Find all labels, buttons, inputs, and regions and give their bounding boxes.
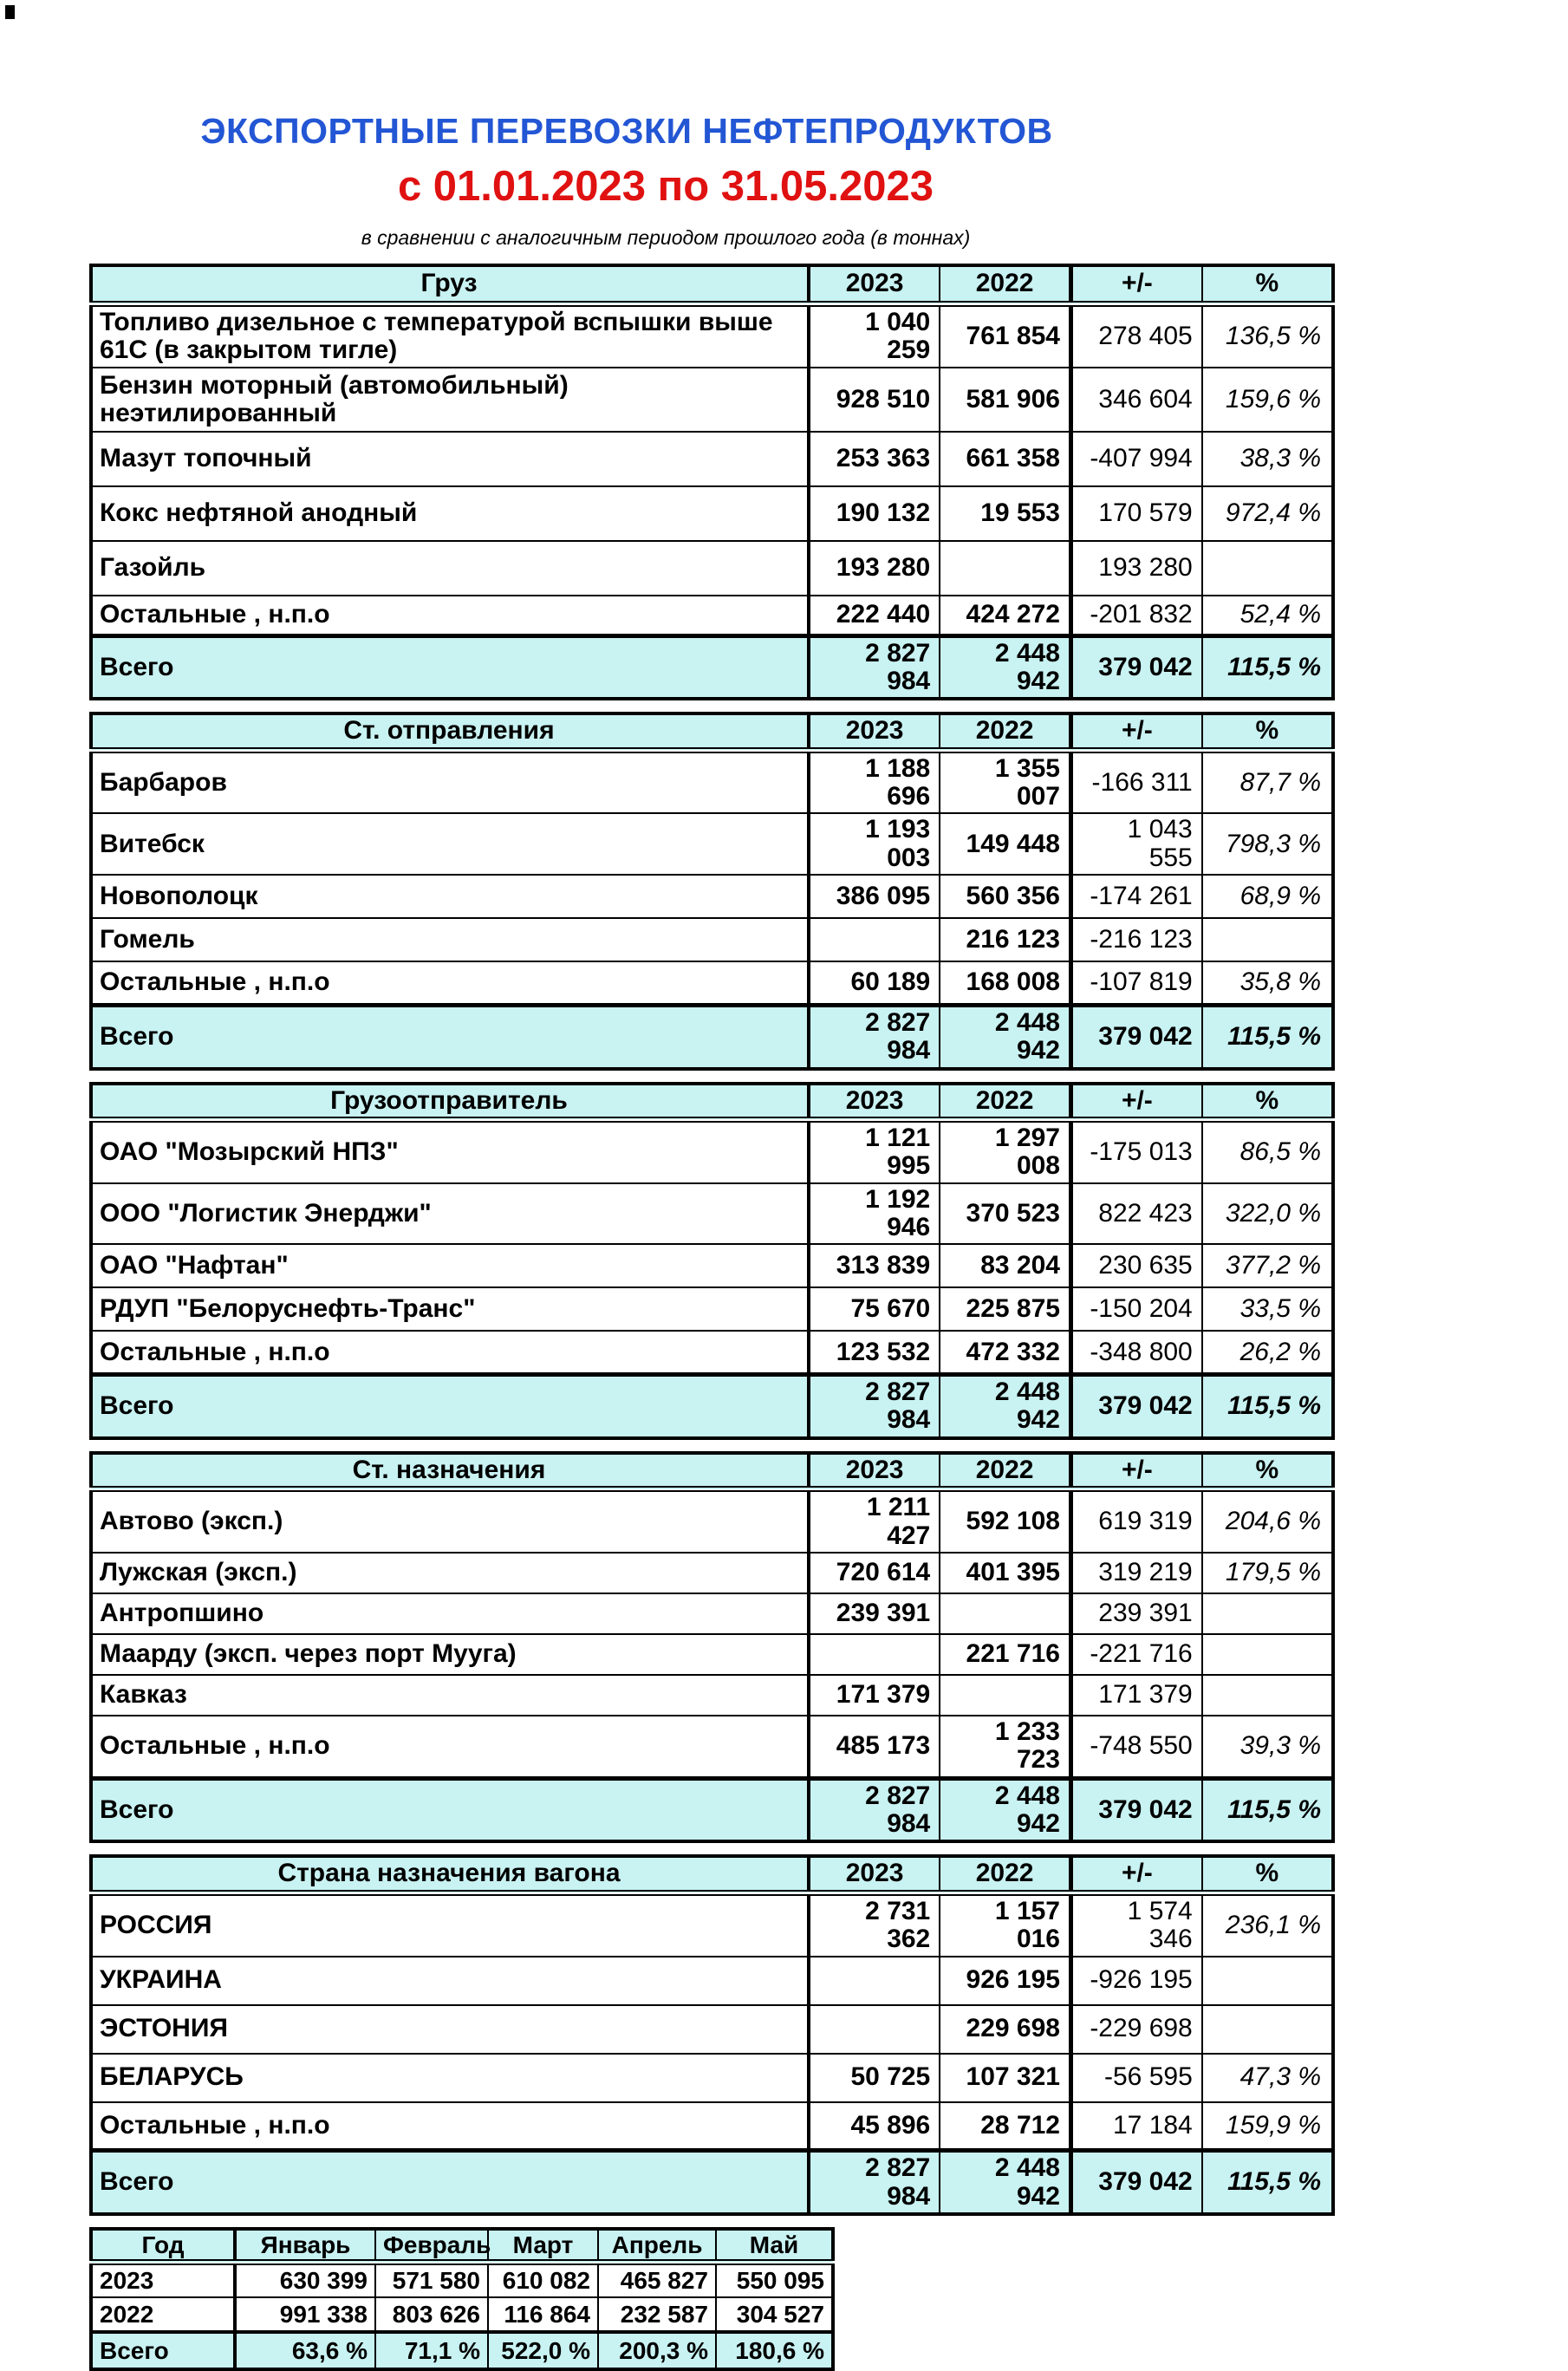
total-value-cell: 2 827 984: [809, 1005, 940, 1068]
row-label-cell: Лужская (эксп.): [91, 1553, 809, 1593]
value-cell: 149 448: [940, 813, 1070, 875]
row-label-cell: Остальные , н.п.о: [91, 1331, 809, 1374]
value-cell: -56 595: [1071, 2054, 1202, 2102]
total-label-cell: Всего: [91, 1005, 809, 1068]
value-cell: 630 399: [235, 2263, 375, 2297]
value-cell: 230 635: [1071, 1244, 1202, 1287]
value-cell: -348 800: [1071, 1331, 1202, 1374]
value-cell: -216 123: [1071, 918, 1202, 961]
total-row: [91, 1005, 1333, 1068]
value-cell: 221 716: [940, 1634, 1070, 1675]
row-label-cell: Остальные , н.п.о: [91, 1716, 809, 1778]
total-value-cell: 2 448 942: [940, 2151, 1070, 2214]
total-value-cell: 2 448 942: [940, 1005, 1070, 1068]
total-value-cell: 379 042: [1071, 2151, 1202, 2214]
value-cell: 60 189: [809, 961, 940, 1005]
table-row: [91, 486, 1333, 541]
value-cell: -748 550: [1071, 1716, 1202, 1778]
value-cell: 116 864: [488, 2297, 598, 2332]
report-tables: [89, 264, 1568, 2371]
value-cell: 123 532: [809, 1331, 940, 1374]
value-cell: 35,8 %: [1202, 961, 1333, 1005]
value-cell: 803 626: [375, 2297, 488, 2332]
total-value-cell: 115,5 %: [1202, 635, 1333, 699]
value-cell: 83 204: [940, 1244, 1070, 1287]
value-cell: 239 391: [1071, 1593, 1202, 1634]
value-cell: [1202, 1634, 1333, 1675]
table-row: [91, 1634, 1333, 1675]
value-cell: 216 123: [940, 918, 1070, 961]
value-cell: 619 319: [1071, 1489, 1202, 1553]
table-row: [91, 1331, 1333, 1374]
value-cell: [940, 1675, 1070, 1716]
report-table-3: [89, 1451, 1335, 1844]
value-cell: 19 553: [940, 486, 1070, 541]
value-cell: 346 604: [1071, 368, 1202, 432]
value-cell: 239 391: [809, 1593, 940, 1634]
year-header-cell: Февраль: [375, 2229, 488, 2263]
total-value-cell: 2 448 942: [940, 635, 1070, 699]
year-header-cell: +/-: [1071, 713, 1202, 750]
total-value-cell: 2 827 984: [809, 2151, 940, 2214]
header-row: [91, 2229, 833, 2263]
table-row: [91, 2297, 833, 2332]
value-cell: [940, 1593, 1070, 1634]
value-cell: 550 095: [716, 2263, 833, 2297]
value-cell: 322,0 %: [1202, 1183, 1333, 1245]
header-row: [91, 713, 1333, 750]
value-cell: 38,3 %: [1202, 432, 1333, 486]
year-header-cell: %: [1202, 713, 1333, 750]
value-cell: 560 356: [940, 875, 1070, 918]
row-label-cell: 2022: [91, 2297, 235, 2332]
value-cell: [1202, 1957, 1333, 2005]
total-value-cell: 2 448 942: [940, 1778, 1070, 1841]
row-label-cell: Кавказ: [91, 1675, 809, 1716]
value-cell: 313 839: [809, 1244, 940, 1287]
section-header-cell: Груз: [91, 265, 809, 303]
value-cell: 928 510: [809, 368, 940, 432]
table-row: [91, 303, 1333, 368]
total-row: [91, 635, 1333, 699]
year-header-cell: %: [1202, 1084, 1333, 1120]
value-cell: 193 280: [809, 541, 940, 596]
section-header-cell: Ст. назначения: [91, 1453, 809, 1489]
period-subtitle: с 01.01.2023 по 31.05.2023: [397, 163, 934, 210]
row-label-cell: ОАО "Нафтан": [91, 1244, 809, 1287]
value-cell: 319 219: [1071, 1553, 1202, 1593]
value-cell: [809, 918, 940, 961]
value-cell: [809, 1957, 940, 2005]
row-label-cell: Остальные , н.п.о: [91, 961, 809, 1005]
value-cell: [1202, 1593, 1333, 1634]
row-label-cell: УКРАИНА: [91, 1957, 809, 2005]
table-row: [91, 1244, 1333, 1287]
row-label-cell: Топливо дизельное с температурой вспышки выше 61С (в закрытом тигле): [91, 303, 809, 368]
page-title: ЭКСПОРТНЫЕ ПЕРЕВОЗКИ НЕФТЕПРОДУКТОВ: [200, 111, 1053, 151]
value-cell: 1 188 696: [809, 750, 940, 813]
year-header-cell: 2022: [940, 1084, 1070, 1120]
total-value-cell: 200,3 %: [598, 2332, 716, 2369]
value-cell: 171 379: [809, 1675, 940, 1716]
value-cell: 86,5 %: [1202, 1119, 1333, 1182]
row-label-cell: Бензин моторный (автомобильный) неэтилированный: [91, 368, 809, 432]
value-cell: 472 332: [940, 1331, 1070, 1374]
year-header-cell: 2023: [809, 713, 940, 750]
total-value-cell: 2 827 984: [809, 635, 940, 699]
table-row: [91, 1287, 1333, 1331]
value-cell: 592 108: [940, 1489, 1070, 1553]
row-label-cell: 2023: [91, 2263, 235, 2297]
total-value-cell: 115,5 %: [1202, 2151, 1333, 2214]
row-label-cell: ЭСТОНИЯ: [91, 2005, 809, 2054]
year-header-cell: Май: [716, 2229, 833, 2263]
comparison-note: в сравнении с аналогичным периодом прошлого года (в тоннах): [361, 226, 971, 249]
value-cell: [1202, 918, 1333, 961]
scan-artifact-mark: [5, 5, 15, 19]
row-label-cell: Витебск: [91, 813, 809, 875]
year-header-cell: +/-: [1071, 265, 1202, 303]
table-row: [91, 2054, 1333, 2102]
value-cell: 168 008: [940, 961, 1070, 1005]
total-row: [91, 1778, 1333, 1841]
total-row: [91, 1374, 1333, 1437]
year-header-cell: +/-: [1071, 1084, 1202, 1120]
value-cell: 1 233 723: [940, 1716, 1070, 1778]
value-cell: 377,2 %: [1202, 1244, 1333, 1287]
row-label-cell: РДУП "Белоруснефть-Транс": [91, 1287, 809, 1331]
report-table-4: [89, 1854, 1335, 2215]
value-cell: 1 040 259: [809, 303, 940, 368]
table-row: [91, 1716, 1333, 1778]
value-cell: 485 173: [809, 1716, 940, 1778]
value-cell: 581 906: [940, 368, 1070, 432]
total-value-cell: 379 042: [1071, 635, 1202, 699]
row-label-cell: Газойль: [91, 541, 809, 596]
value-cell: -221 716: [1071, 1634, 1202, 1675]
report-table-1: [89, 712, 1335, 1070]
monthly-table: [89, 2227, 835, 2371]
value-cell: 171 379: [1071, 1675, 1202, 1716]
header-row: [91, 1453, 1333, 1489]
table-row: [91, 2102, 1333, 2151]
value-cell: 17 184: [1071, 2102, 1202, 2151]
value-cell: 159,9 %: [1202, 2102, 1333, 2151]
table-row: [91, 1489, 1333, 1553]
table-row: [91, 918, 1333, 961]
value-cell: [1202, 541, 1333, 596]
header-row: [91, 1084, 1333, 1120]
year-header-cell: 2023: [809, 1453, 940, 1489]
total-label-cell: Всего: [91, 635, 809, 699]
row-label-cell: Остальные , н.п.о: [91, 2102, 809, 2151]
total-label-cell: Всего: [91, 1374, 809, 1437]
value-cell: [1202, 2005, 1333, 2054]
value-cell: 424 272: [940, 596, 1070, 635]
year-header-cell: +/-: [1071, 1453, 1202, 1489]
table-row: [91, 813, 1333, 875]
table-row: [91, 1675, 1333, 1716]
value-cell: 190 132: [809, 486, 940, 541]
value-cell: 610 082: [488, 2263, 598, 2297]
value-cell: 1 192 946: [809, 1183, 940, 1245]
value-cell: 236,1 %: [1202, 1892, 1333, 1956]
row-label-cell: Антропшино: [91, 1593, 809, 1634]
value-cell: 179,5 %: [1202, 1553, 1333, 1593]
value-cell: -150 204: [1071, 1287, 1202, 1331]
value-cell: 47,3 %: [1202, 2054, 1333, 2102]
value-cell: 1 121 995: [809, 1119, 940, 1182]
year-header-cell: Январь: [235, 2229, 375, 2263]
value-cell: 720 614: [809, 1553, 940, 1593]
table-row: [91, 1553, 1333, 1593]
value-cell: -201 832: [1071, 596, 1202, 635]
total-value-cell: 2 448 942: [940, 1374, 1070, 1437]
value-cell: -407 994: [1071, 432, 1202, 486]
row-label-cell: РОССИЯ: [91, 1892, 809, 1956]
value-cell: 193 280: [1071, 541, 1202, 596]
value-cell: 2 731 362: [809, 1892, 940, 1956]
value-cell: 253 363: [809, 432, 940, 486]
value-cell: 1 297 008: [940, 1119, 1070, 1182]
total-value-cell: 379 042: [1071, 1778, 1202, 1841]
table-row: [91, 1183, 1333, 1245]
table-row: [91, 596, 1333, 635]
value-cell: -175 013: [1071, 1119, 1202, 1182]
value-cell: 465 827: [598, 2263, 716, 2297]
table-row: [91, 1119, 1333, 1182]
value-cell: 1 193 003: [809, 813, 940, 875]
value-cell: 229 698: [940, 2005, 1070, 2054]
year-header-cell: Апрель: [598, 2229, 716, 2263]
year-header-cell: +/-: [1071, 1856, 1202, 1892]
value-cell: 401 395: [940, 1553, 1070, 1593]
value-cell: 1 157 016: [940, 1892, 1070, 1956]
header-row: [91, 265, 1333, 303]
total-row: [91, 2332, 833, 2369]
value-cell: 222 440: [809, 596, 940, 635]
value-cell: 87,7 %: [1202, 750, 1333, 813]
value-cell: 45 896: [809, 2102, 940, 2151]
section-header-cell: Ст. отправления: [91, 713, 809, 750]
value-cell: 278 405: [1071, 303, 1202, 368]
value-cell: 159,6 %: [1202, 368, 1333, 432]
value-cell: [940, 541, 1070, 596]
total-value-cell: 2 827 984: [809, 1778, 940, 1841]
value-cell: 232 587: [598, 2297, 716, 2332]
total-value-cell: 379 042: [1071, 1005, 1202, 1068]
table-row: [91, 2263, 833, 2297]
total-label-cell: Всего: [91, 2332, 235, 2369]
year-header-cell: %: [1202, 1453, 1333, 1489]
row-label-cell: Гомель: [91, 918, 809, 961]
value-cell: 52,4 %: [1202, 596, 1333, 635]
value-cell: [809, 1634, 940, 1675]
total-label-cell: Всего: [91, 2151, 809, 2214]
total-value-cell: 522,0 %: [488, 2332, 598, 2369]
row-label-cell: Барбаров: [91, 750, 809, 813]
value-cell: 136,5 %: [1202, 303, 1333, 368]
total-value-cell: 115,5 %: [1202, 1778, 1333, 1841]
year-header-cell: 2023: [809, 1856, 940, 1892]
value-cell: 33,5 %: [1202, 1287, 1333, 1331]
total-value-cell: 2 827 984: [809, 1374, 940, 1437]
section-header-cell: Грузоотправитель: [91, 1084, 809, 1120]
total-value-cell: 63,6 %: [235, 2332, 375, 2369]
table-row: [91, 2005, 1333, 2054]
year-header-cell: %: [1202, 265, 1333, 303]
year-header-cell: 2023: [809, 1084, 940, 1120]
total-value-cell: 115,5 %: [1202, 1374, 1333, 1437]
value-cell: 1 574 346: [1071, 1892, 1202, 1956]
report-table-2: [89, 1082, 1335, 1440]
value-cell: 107 321: [940, 2054, 1070, 2102]
value-cell: 28 712: [940, 2102, 1070, 2151]
value-cell: 68,9 %: [1202, 875, 1333, 918]
total-value-cell: 180,6 %: [716, 2332, 833, 2369]
year-header-cell: 2022: [940, 1856, 1070, 1892]
value-cell: 225 875: [940, 1287, 1070, 1331]
value-cell: 204,6 %: [1202, 1489, 1333, 1553]
value-cell: 370 523: [940, 1183, 1070, 1245]
row-label-cell: Новополоцк: [91, 875, 809, 918]
value-cell: 39,3 %: [1202, 1716, 1333, 1778]
value-cell: -166 311: [1071, 750, 1202, 813]
value-cell: 304 527: [716, 2297, 833, 2332]
value-cell: 1 355 007: [940, 750, 1070, 813]
year-header-cell: %: [1202, 1856, 1333, 1892]
value-cell: 386 095: [809, 875, 940, 918]
value-cell: 170 579: [1071, 486, 1202, 541]
value-cell: -174 261: [1071, 875, 1202, 918]
value-cell: -926 195: [1071, 1957, 1202, 2005]
year-header-cell: 2023: [809, 265, 940, 303]
value-cell: 991 338: [235, 2297, 375, 2332]
value-cell: 661 358: [940, 432, 1070, 486]
value-cell: 798,3 %: [1202, 813, 1333, 875]
table-row: [91, 541, 1333, 596]
value-cell: 761 854: [940, 303, 1070, 368]
table-row: [91, 368, 1333, 432]
value-cell: 926 195: [940, 1957, 1070, 2005]
year-header-cell: 2022: [940, 713, 1070, 750]
total-row: [91, 2151, 1333, 2214]
value-cell: [809, 2005, 940, 2054]
row-label-cell: Маарду (эксп. через порт Мууга): [91, 1634, 809, 1675]
value-cell: -107 819: [1071, 961, 1202, 1005]
table-row: [91, 432, 1333, 486]
value-cell: 571 580: [375, 2263, 488, 2297]
report-table-0: [89, 264, 1335, 700]
section-header-cell: Год: [91, 2229, 235, 2263]
row-label-cell: ОАО "Мозырский НПЗ": [91, 1119, 809, 1182]
year-header-cell: 2022: [940, 265, 1070, 303]
total-value-cell: 71,1 %: [375, 2332, 488, 2369]
table-row: [91, 1593, 1333, 1634]
value-cell: 972,4 %: [1202, 486, 1333, 541]
total-value-cell: 379 042: [1071, 1374, 1202, 1437]
row-label-cell: Кокс нефтяной анодный: [91, 486, 809, 541]
value-cell: 1 211 427: [809, 1489, 940, 1553]
row-label-cell: Остальные , н.п.о: [91, 596, 809, 635]
value-cell: 50 725: [809, 2054, 940, 2102]
value-cell: 1 043 555: [1071, 813, 1202, 875]
value-cell: 75 670: [809, 1287, 940, 1331]
table-row: [91, 875, 1333, 918]
value-cell: [1202, 1675, 1333, 1716]
section-header-cell: Страна назначения вагона: [91, 1856, 809, 1892]
row-label-cell: БЕЛАРУСЬ: [91, 2054, 809, 2102]
row-label-cell: ООО "Логистик Энерджи": [91, 1183, 809, 1245]
value-cell: 26,2 %: [1202, 1331, 1333, 1374]
table-row: [91, 961, 1333, 1005]
total-label-cell: Всего: [91, 1778, 809, 1841]
row-label-cell: Мазут топочный: [91, 432, 809, 486]
header-row: [91, 1856, 1333, 1892]
table-row: [91, 1957, 1333, 2005]
table-row: [91, 1892, 1333, 1956]
value-cell: -229 698: [1071, 2005, 1202, 2054]
table-row: [91, 750, 1333, 813]
value-cell: 822 423: [1071, 1183, 1202, 1245]
year-header-cell: 2022: [940, 1453, 1070, 1489]
row-label-cell: Автово (эксп.): [91, 1489, 809, 1553]
year-header-cell: Март: [488, 2229, 598, 2263]
total-value-cell: 115,5 %: [1202, 1005, 1333, 1068]
